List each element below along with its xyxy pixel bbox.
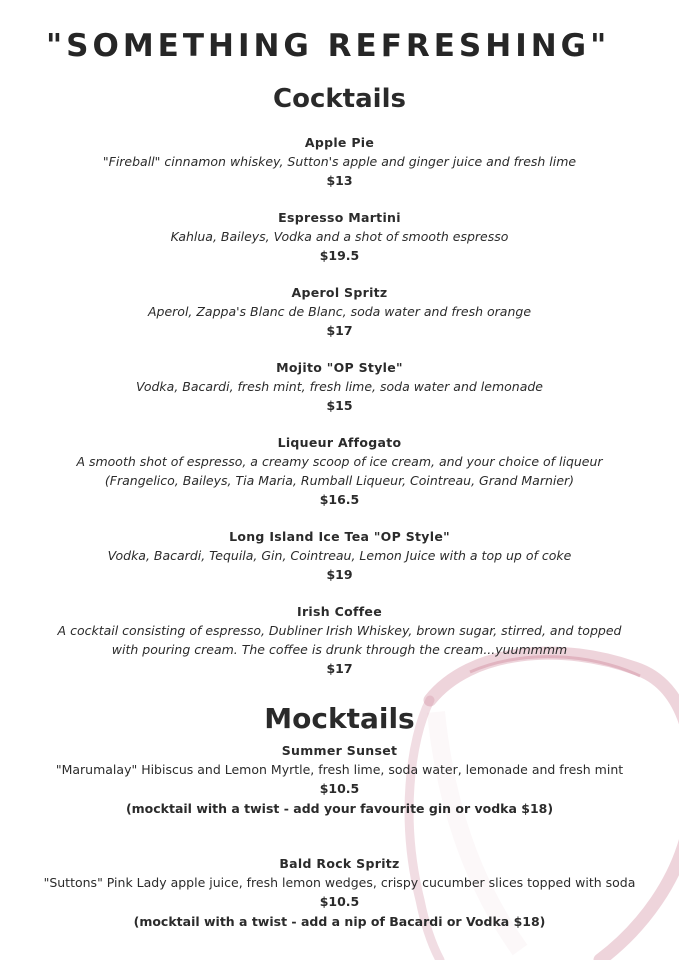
item-description: "Suttons" Pink Lady apple juice, fresh lemon wedges, crispy cucumber slices topped with soda (43, 875, 636, 890)
item-price: $19.5 (319, 248, 360, 263)
item-name: Bald Rock Spritz (279, 856, 400, 871)
item-description: "Marumalay" Hibiscus and Lemon Myrtle, fresh lime, soda water, lemonade and fresh mint (55, 762, 624, 777)
menu-item (0, 602, 679, 679)
item-price: $17 (326, 661, 353, 676)
item-description: Vodka, Bacardi, Tequila, Gin, Cointreau, Lemon Juice with a top up of coke (107, 548, 572, 563)
item-description: A cocktail consisting of espresso, Dubliner Irish Whiskey, brown sugar, stirred, and topped with pouring cream. The coffee is drunk through the cream...yuummmm (57, 623, 622, 657)
menu-item (0, 133, 679, 191)
menu-item (0, 358, 679, 416)
item-description: Kahlua, Baileys, Vodka and a shot of smooth espresso (170, 229, 509, 244)
item-description: Vodka, Bacardi, fresh mint, fresh lime, soda water and lemonade (136, 379, 543, 394)
item-name: Apple Pie (304, 135, 375, 150)
item-price: $10.5 (319, 781, 360, 796)
menu-item (0, 283, 679, 341)
item-name: Long Island Ice Tea "OP Style" (229, 529, 450, 544)
item-name: Liqueur Affogato (277, 435, 402, 450)
item-price: $19 (326, 567, 353, 582)
menu-item (0, 854, 679, 932)
item-name: Irish Coffee (297, 604, 382, 619)
item-name: Aperol Spritz (291, 285, 388, 300)
item-note: (mocktail with a twist - add a nip of Bacardi or Vodka $18) (133, 914, 546, 929)
menu-item (0, 208, 679, 266)
item-description: Aperol, Zappa's Blanc de Blanc, soda water and fresh orange (147, 304, 532, 319)
item-price: $16.5 (319, 492, 360, 507)
mocktails-heading: Mocktails (264, 702, 415, 735)
item-price: $17 (326, 323, 353, 338)
item-name: Espresso Martini (278, 210, 401, 225)
menu-item (0, 527, 679, 585)
item-description: "Fireball" cinnamon whiskey, Sutton's apple and ginger juice and fresh lime (102, 154, 577, 169)
item-name: Mojito "OP Style" (276, 360, 403, 375)
menu-item (0, 741, 679, 819)
cocktails-heading: Cocktails (273, 84, 406, 114)
item-description: A smooth shot of espresso, a creamy scoop of ice cream, and your choice of liqueur (Frangelico, Baileys, Tia Maria, Rumball Liqueur, Cointreau, Grand Marnier) (76, 454, 603, 488)
item-price: $15 (326, 398, 353, 413)
page-title: "SOMETHING REFRESHING" (46, 28, 611, 64)
item-price: $13 (326, 173, 353, 188)
menu-item (0, 433, 679, 510)
item-name: Summer Sunset (281, 743, 398, 758)
item-price: $10.5 (319, 894, 360, 909)
item-note: (mocktail with a twist - add your favourite gin or vodka $18) (125, 801, 554, 816)
